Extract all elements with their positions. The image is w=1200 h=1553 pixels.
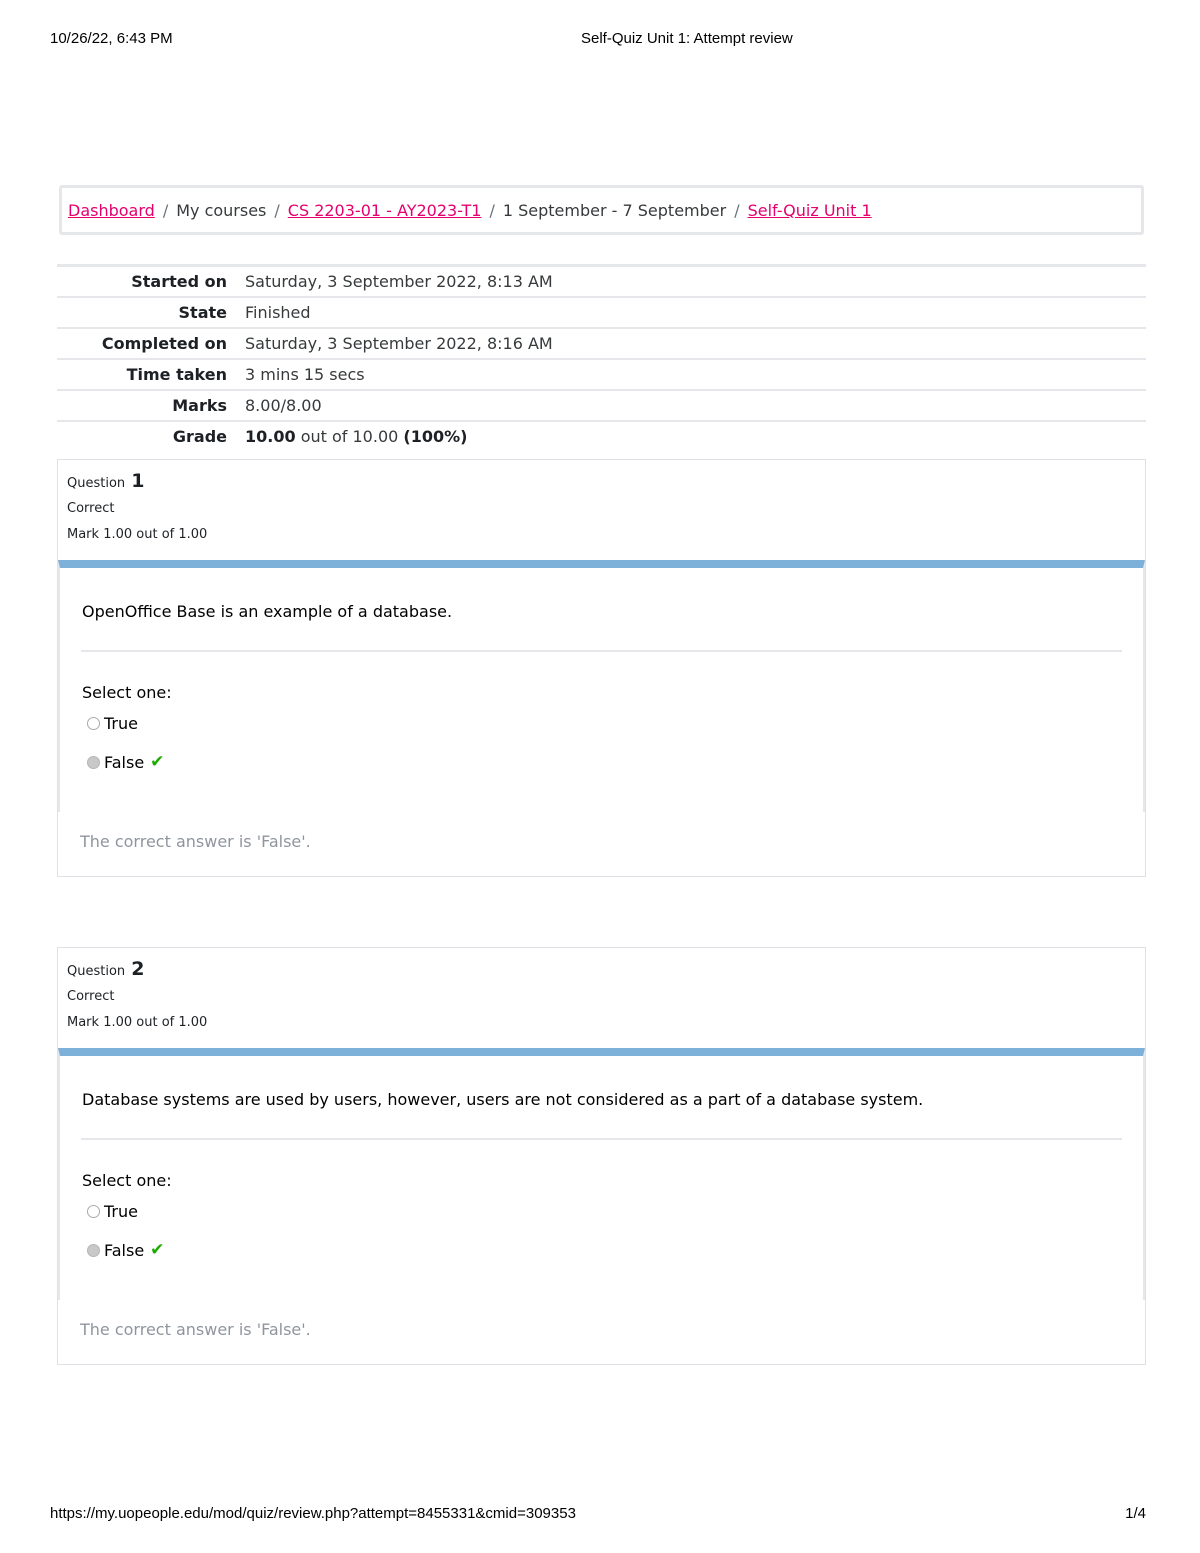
question-text: Database systems are used by users, however, users are not considered as a part of a database system. xyxy=(82,1090,924,1109)
summary-label: Completed on xyxy=(101,334,227,353)
summary-value: 3 mins 15 secs xyxy=(245,365,365,384)
question-1 xyxy=(57,459,1146,877)
summary-value: 8.00/8.00 xyxy=(245,396,322,415)
summary-row-state xyxy=(57,297,1146,328)
summary-row-completed xyxy=(57,328,1146,359)
question-state: Correct xyxy=(67,501,115,516)
right-answer-feedback: The correct answer is 'False'. xyxy=(80,1320,311,1339)
breadcrumb-separator: / xyxy=(274,200,280,220)
option-label: True xyxy=(104,714,138,733)
question-prompt: Select one: xyxy=(82,1171,172,1190)
option-label: False xyxy=(104,752,145,772)
divider xyxy=(81,1138,1122,1140)
attempt-summary-table xyxy=(57,264,1146,451)
print-header xyxy=(50,30,1146,50)
question-number: 2 xyxy=(131,958,145,980)
summary-label: Marks xyxy=(172,396,227,415)
summary-value: Saturday, 3 September 2022, 8:16 AM xyxy=(245,334,553,353)
radio-button-checked[interactable] xyxy=(87,1244,100,1257)
option-false[interactable] xyxy=(87,1240,164,1260)
question-prompt: Select one: xyxy=(82,683,172,702)
summary-label: Time taken xyxy=(126,365,227,384)
option-true[interactable] xyxy=(87,714,138,733)
question-formulation xyxy=(58,1048,1145,1300)
option-label: True xyxy=(104,1202,138,1221)
print-page-number: 1/4 xyxy=(1125,1505,1146,1522)
grade-score: 10.00 xyxy=(245,427,296,446)
breadcrumb-quiz[interactable]: Self-Quiz Unit 1 xyxy=(747,200,872,220)
breadcrumb-my-courses: My courses xyxy=(176,200,267,220)
option-false[interactable] xyxy=(87,752,164,772)
right-answer-feedback: The correct answer is 'False'. xyxy=(80,832,311,851)
summary-row-time-taken xyxy=(57,359,1146,390)
breadcrumb-dashboard[interactable]: Dashboard xyxy=(68,200,155,220)
correct-check-icon: ✔ xyxy=(150,752,165,772)
print-datetime: 10/26/22, 6:43 PM xyxy=(50,30,173,47)
question-text: OpenOffice Base is an example of a database. xyxy=(82,602,453,621)
question-mark: Mark 1.00 out of 1.00 xyxy=(67,1015,208,1030)
question-info xyxy=(67,958,207,1030)
print-footer xyxy=(50,1505,1146,1525)
divider xyxy=(81,650,1122,652)
summary-label: Started on xyxy=(131,272,227,291)
option-true[interactable] xyxy=(87,1202,138,1221)
summary-label: State xyxy=(178,303,227,322)
radio-button[interactable] xyxy=(87,1205,100,1218)
question-formulation xyxy=(58,560,1145,812)
radio-button-checked[interactable] xyxy=(87,756,100,769)
question-label: Question xyxy=(67,964,126,979)
radio-button[interactable] xyxy=(87,717,100,730)
summary-row-started xyxy=(57,266,1146,298)
breadcrumb-separator: / xyxy=(734,200,740,220)
question-state: Correct xyxy=(67,989,115,1004)
correct-check-icon: ✔ xyxy=(150,1240,165,1260)
question-label: Question xyxy=(67,476,126,491)
summary-row-grade xyxy=(57,421,1146,451)
summary-value xyxy=(237,421,1146,451)
option-label: False xyxy=(104,1240,145,1260)
question-mark: Mark 1.00 out of 1.00 xyxy=(67,527,208,542)
breadcrumb-separator: / xyxy=(489,200,495,220)
grade-out-of: out of 10.00 xyxy=(300,427,399,446)
grade-percent: (100%) xyxy=(403,427,468,446)
question-info xyxy=(67,470,207,542)
summary-value: Saturday, 3 September 2022, 8:13 AM xyxy=(245,272,553,291)
breadcrumb-week: 1 September - 7 September xyxy=(502,200,727,220)
summary-value: Finished xyxy=(245,303,311,322)
breadcrumb-separator: / xyxy=(162,200,169,220)
summary-label: Grade xyxy=(172,427,227,446)
question-number: 1 xyxy=(131,470,145,492)
breadcrumb xyxy=(59,185,1144,235)
question-2 xyxy=(57,947,1146,1365)
summary-row-marks xyxy=(57,390,1146,421)
print-page-title: Self-Quiz Unit 1: Attempt review xyxy=(581,30,793,47)
breadcrumb-course[interactable]: CS 2203-01 - AY2023-T1 xyxy=(287,200,482,220)
print-url: https://my.uopeople.edu/mod/quiz/review.php?attempt=8455331&cmid=309353 xyxy=(50,1505,576,1522)
